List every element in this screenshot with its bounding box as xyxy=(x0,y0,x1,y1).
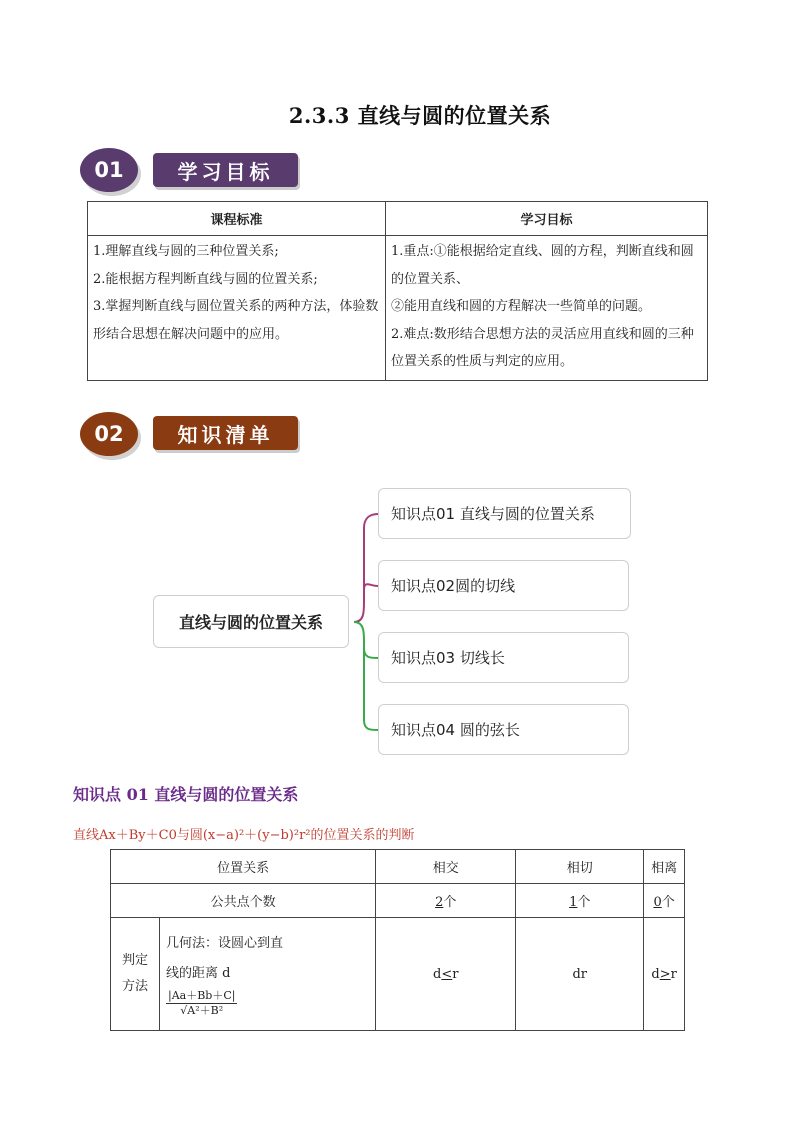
page-title: 2.3.3 直线与圆的位置关系 xyxy=(288,103,552,128)
course-standard-cell xyxy=(88,236,386,381)
mindmap-branch-kp02[interactable]: 知识点02圆的切线 xyxy=(378,560,629,611)
mindmap-branch-kp03[interactable]: 知识点03 切线长 xyxy=(378,632,629,683)
mindmap-root: 直线与圆的位置关系 xyxy=(153,595,349,648)
table-cell: d>r xyxy=(644,918,685,1031)
table-cell: dr xyxy=(516,918,644,1031)
table-cell: 1个 xyxy=(516,884,644,918)
table-cell: 0个 xyxy=(644,884,685,918)
connector-upper xyxy=(354,514,378,622)
table-cell: d<r xyxy=(376,918,516,1031)
table-header: 相交 xyxy=(376,850,516,884)
table-header: 相切 xyxy=(516,850,644,884)
section-label: 学习目标 xyxy=(153,153,298,187)
row-label: 判定 方法 xyxy=(111,918,160,1031)
section-number-badge: 01 xyxy=(80,148,138,192)
distance-formula: $\frac{|Aa+Bb+C|}{\text{√A²＋B²}}$ xyxy=(168,989,236,1017)
table-header: 课程标准 xyxy=(88,202,386,236)
connector-upper-2 xyxy=(364,584,378,590)
knowledge-point-subheading: 直线Ax＋By＋C0与圆(x−a)²＋(y−b)²r²的位置关系的判断 xyxy=(73,828,415,843)
row-label: 公共点个数 xyxy=(111,884,376,918)
position-relation-table xyxy=(110,849,685,1031)
connector-lower-2 xyxy=(364,648,378,658)
knowledge-point-heading: 知识点 01 直线与圆的位置关系 xyxy=(73,785,299,804)
section-number-badge: 02 xyxy=(80,412,138,456)
mindmap-branch-kp04[interactable]: 知识点04 圆的弦长 xyxy=(378,704,629,755)
list-item: 2.难点:数形结合思想方法的灵活应用直线和圆的三种位置关系的性质与判定的应用。 xyxy=(391,326,694,369)
list-item: 1.理解直线与圆的三种位置关系; xyxy=(93,244,279,259)
list-item: 2.能根据方程判断直线与圆的位置关系; xyxy=(93,271,318,287)
list-item: 1.重点:①能根据给定直线、圆的方程，判断直线和圆的位置关系、 xyxy=(391,244,694,287)
mindmap-branch-kp01[interactable]: 知识点01 直线与圆的位置关系 xyxy=(378,488,631,539)
connector-lower xyxy=(354,622,378,730)
geometric-method-cell: 几何法：设圆心到直 线的距离 d $\frac{|Aa+Bb+C|}{\text{√A²＋B²}}$ xyxy=(160,918,376,1031)
table-cell: 2个 xyxy=(376,884,516,918)
learning-goals-table xyxy=(87,201,708,381)
learning-goal-cell xyxy=(386,236,708,381)
list-item: 3.掌握判断直线与圆位置关系的两种方法，体验数形结合思想在解决问题中的应用。 xyxy=(93,299,379,342)
table-header: 学习目标 xyxy=(386,202,708,236)
table-header: 位置关系 xyxy=(111,850,376,884)
list-item: ②能用直线和圆的方程解决一些简单的问题。 xyxy=(391,299,652,314)
table-header: 相离 xyxy=(644,850,685,884)
section-label: 知识清单 xyxy=(153,416,298,450)
